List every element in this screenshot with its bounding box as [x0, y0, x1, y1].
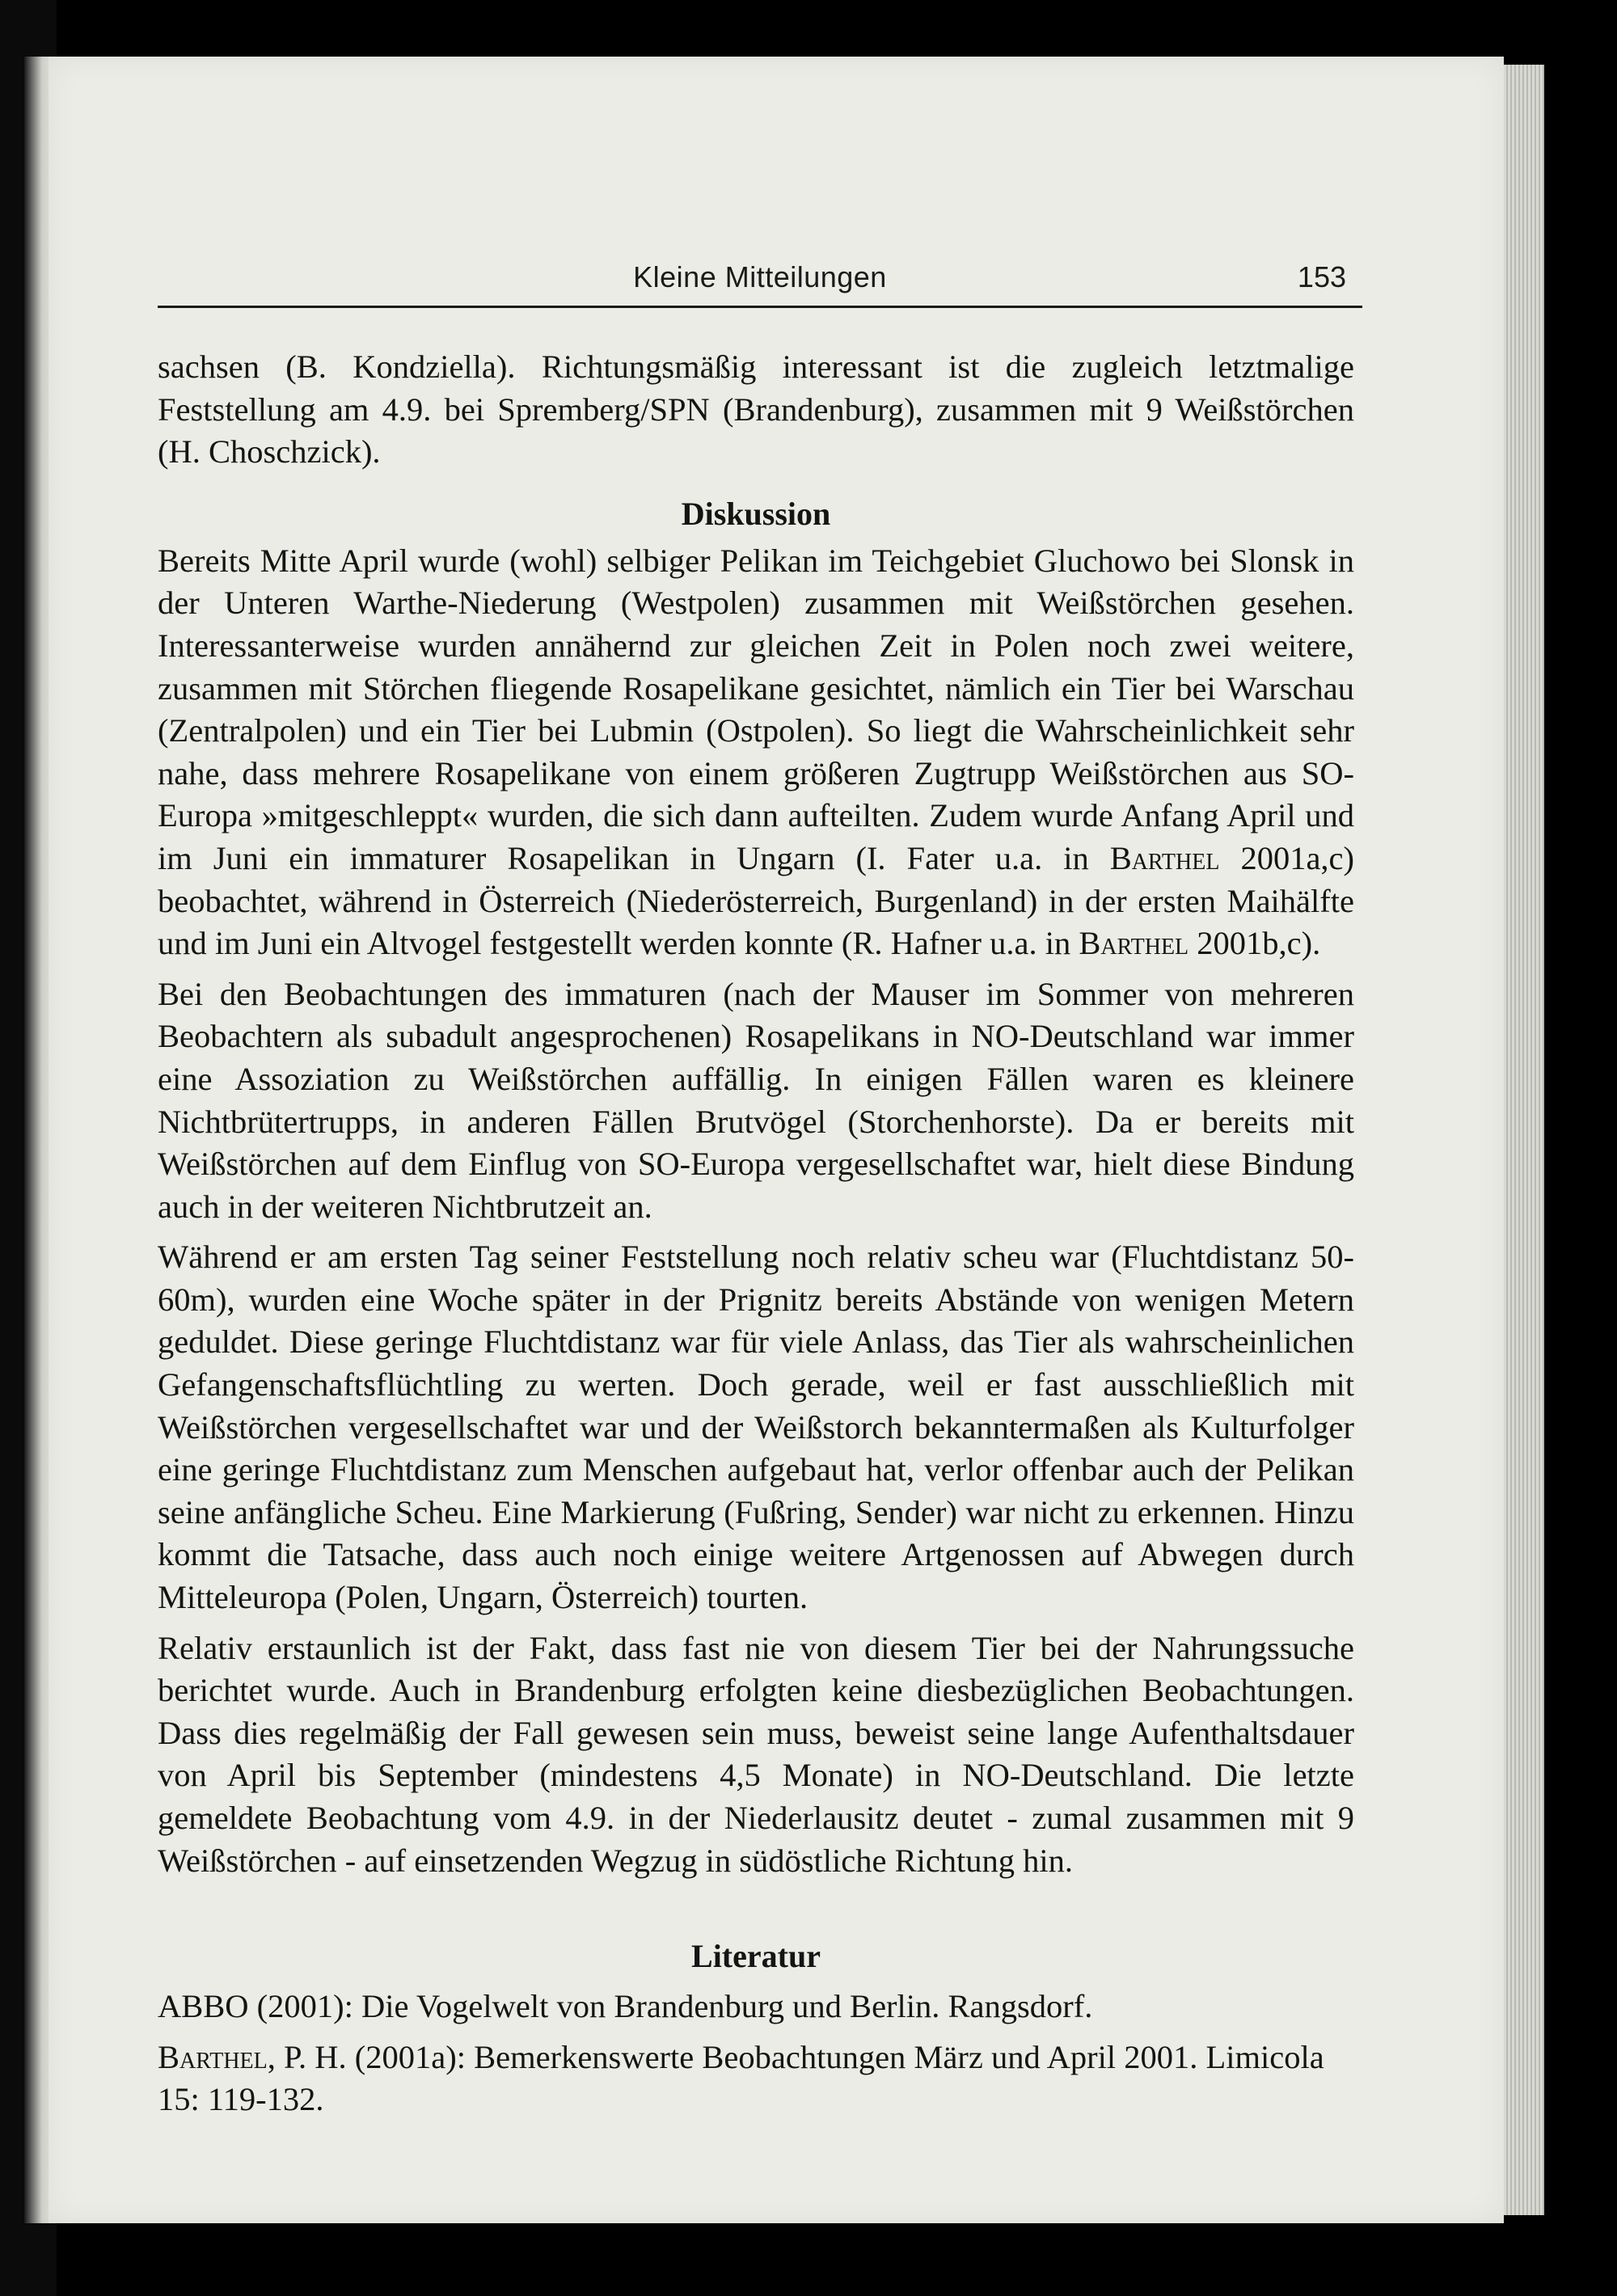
citation-author: Barthel [1079, 925, 1189, 962]
reference-author: Barthel [158, 2038, 268, 2075]
reference-text: , P. H. (2001a): Bemerkenswerte Beobachtungen März und April 2001. Limicola 15: 119-132. [158, 2038, 1324, 2118]
intro-paragraph: sachsen (B. Kondziella). Richtungsmäßig interessant ist die zugleich letztmalige Feststellung am 4.9. bei Spremberg/SPN (Brandenburg), zusammen mit 9 Weißstörchen (H. Choschzick). [158, 348, 1354, 471]
diskussion-paragraph-3: Während er am ersten Tag seiner Feststellung noch relativ scheu war (Fluchtdistanz 50-60m), wurden eine Woche später in der Prignitz bereits Abstände von wenigen Metern geduldet. Diese geringe Fluchtdistanz war für viele Anlass, das Tier als wahrscheinlichen Gefangenschaftsflüchtling zu werten. Doch gerade, weil er fast ausschließlich mit Weißstörchen vergesellschaftet war und der Weißstorch bekanntermaßen als Kulturfolger eine geringe Fluchtdistanz zum Menschen aufgebaut hat, verlor offenbar auch der Pelikan seine anfängliche Scheu. Eine Markierung (Fußring, Sender) war nicht zu erkennen. Hinzu kommt die Tatsache, dass auch noch einige weitere Artgenossen auf Abwegen durch Mitteleuropa (Polen, Ungarn, Österreich) tourten. [158, 1239, 1354, 1616]
reference-list [158, 1986, 1354, 2121]
p1-text-c: 2001b,c). [1197, 925, 1321, 962]
p1-text-a: Bereits Mitte April wurde (wohl) selbiger Pelikan im Teichgebiet Gluchowo bei Slonsk in der Unteren Warthe-Niederung (Westpolen) zusammen mit Weißstörchen gesehen. Interessanterweise wurden annähernd zur gleichen Zeit in Polen noch zwei weitere, zusammen mit Störchen fliegende Rosapelikane gesichtet, nämlich ein Tier bei Warschau (Zentralpolen) und ein Tier bei Lubmin (Ostpolen). So liegt die Wahrscheinlichkeit sehr nahe, dass mehrere Rosapelikane von einem größeren Zugtrupp Weißstörchen aus SO-Europa »mitgeschleppt« wurden, die sich dann aufteilten. Zudem wurde Anfang April und im Juni ein immaturer Rosapelikan in Ungarn (I. Fater u.a. in [158, 542, 1354, 876]
page-stack-edges [1504, 65, 1544, 2215]
heading-literatur: Literatur [691, 1938, 821, 1975]
page-number: 153 [1297, 260, 1346, 293]
citation-author: Barthel [1109, 839, 1220, 876]
background-right [1544, 49, 1617, 2247]
body-text [158, 346, 1354, 2121]
diskussion-paragraph-1 [158, 540, 1354, 965]
diskussion-paragraph-4: Relativ erstaunlich ist der Fakt, dass fast nie von diesem Tier bei der Nahrungssuche berichtet wurde. Auch in Brandenburg erfolgten keine diesbezüglichen Beobachtungen. Dass dies regelmäßig der Fall gewesen sein muss, beweist seine lange Aufenthaltsdauer von April bis September (mindestens 4,5 Monate) in NO-Deutschland. Die letzte gemeldete Beobachtung vom 4.9. in der Niederlausitz deutet - zumal zusammen mit 9 Weißstörchen - auf einsetzenden Wegzug in südöstliche Richtung hin. [158, 1629, 1354, 1879]
heading-diskussion: Diskussion [681, 495, 831, 532]
reference-item: ABBO (2001): Die Vogelwelt von Brandenburg und Berlin. Rangsdorf. [158, 1988, 1093, 2025]
running-header-title: Kleine Mitteilungen [633, 260, 887, 293]
p1-text-b: 2001a,c) beobachtet, während in Österreich (Niederösterreich, Burgenland) in der ersten Maihälfte und im Juni ein Altvogel festgestellt werden konnte (R. Hafner u.a. in [158, 839, 1355, 962]
running-header [158, 257, 1362, 308]
reference-item [158, 2036, 1354, 2121]
diskussion-paragraph-2: Bei den Beobachtungen des immaturen (nach der Mauser im Sommer von mehreren Beobachtern als subadult angesprochenen) Rosapelikans in NO-Deutschland war immer eine Assoziation zu Weißstörchen auffällig. In einigen Fällen waren es kleinere Nichtbrütertrupps, in anderen Fällen Brutvögel (Storchenhorste). Da er bereits mit Weißstörchen auf dem Einflug von SO-Europa vergesellschaftet war, hielt diese Bindung auch in der weiteren Nichtbrutzeit an. [158, 975, 1354, 1225]
